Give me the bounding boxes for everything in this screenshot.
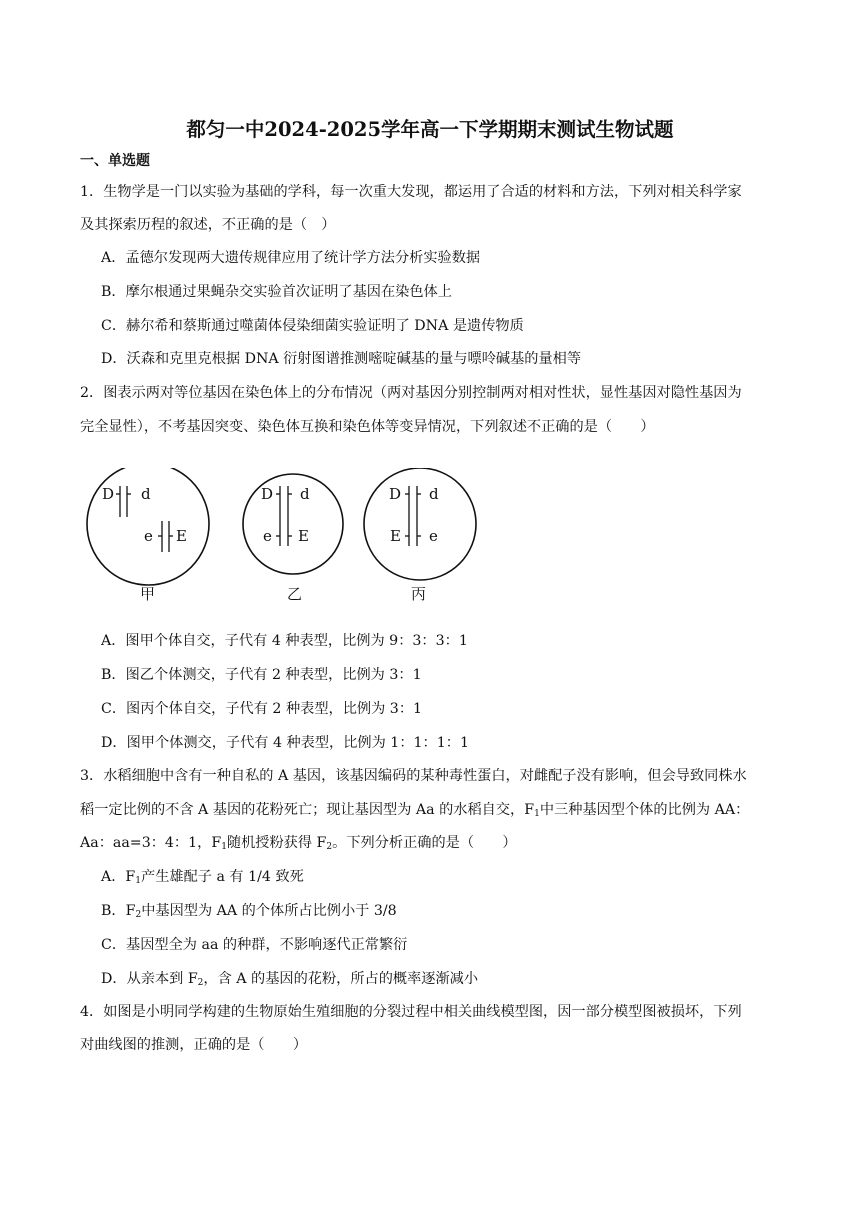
question-1-text-cont: 及其探索历程的叙述，不正确的是（ ） [80, 217, 336, 233]
question-2-text-cont: 完全显性），不考基因突变、染色体互换和染色体等变异情况，下列叙述不正确的是（ ） [80, 419, 655, 435]
cell-jia-top-right-gene: d [141, 485, 151, 503]
cell-yi-bottom-right-gene: E [298, 527, 309, 545]
q3-option-d: D．从亲本到 $F_2$，含 A 的基因的花粉，所占的概率逐渐减小 [101, 971, 479, 988]
cell-bing-bottom-left-gene: E [390, 527, 401, 545]
cell-jia [87, 468, 209, 603]
cell-jia-label: 甲 [140, 585, 156, 603]
q2-option-a: A．图甲个体自交，子代有 4 种表型，比例为 9：3：3：1 [101, 633, 468, 649]
q3-option-c: C．基因型全为 aa 的种群，不影响逐代正常繁衍 [101, 937, 408, 953]
q1-option-d: D．沃森和克里克根据 DNA 衍射图谱推测嘧啶碱基的量与嘌呤碱基的量相等 [101, 351, 582, 367]
chromosome-diagram [80, 468, 480, 608]
cell-bing-label: 丙 [411, 585, 427, 603]
cell-bing [364, 468, 476, 603]
cell-yi-bottom-left-gene: e [263, 527, 272, 545]
q1-option-b: B．摩尔根通过果蝇杂交实验首次证明了基因在染色体上 [101, 284, 452, 300]
section-heading: 一、单选题 [80, 153, 150, 169]
q2-option-d: D．图甲个体测交，子代有 4 种表型，比例为 1：1：1：1 [101, 735, 469, 751]
cell-yi-label: 乙 [287, 585, 303, 603]
cell-bing-top-left-gene: D [389, 485, 402, 503]
cell-jia-top-left-gene: D [102, 485, 115, 503]
q3-option-b: B．$F_2$中基因型为 AA 的个体所占比例小于 3/8 [101, 903, 397, 920]
q2-option-b: B．图乙个体测交，子代有 2 种表型，比例为 3：1 [101, 667, 422, 683]
question-3-text-cont-2: Aa：aa=3：4：1，$F_1$随机授粉获得 $F_2$。下列分析正确的是（ ） [80, 835, 517, 852]
q1-option-a: A．孟德尔发现两大遗传规律应用了统计学方法分析实验数据 [101, 250, 481, 266]
q1-option-c: C．赫尔希和蔡斯通过噬菌体侵染细菌实验证明了 DNA 是遗传物质 [101, 318, 524, 334]
cell-bing-top-right-gene: d [429, 485, 439, 503]
question-3-text: 3．水稻细胞中含有一种自私的 A 基因，该基因编码的某种毒性蛋白，对雌配子没有影响，但会导致同株水 [80, 768, 747, 784]
cell-jia-bottom-left-gene: e [144, 527, 153, 545]
cell-yi-top-right-gene: d [300, 485, 310, 503]
question-1-text: 1．生物学是一门以实验为基础的学科，每一次重大发现，都运用了合适的材料和方法，下列对相关科学家 [80, 184, 742, 200]
q2-option-c: C．图丙个体自交，子代有 2 种表型，比例为 3：1 [101, 701, 423, 717]
question-3-text-cont-1: 稻一定比例的不含 A 基因的花粉死亡；现让基因型为 Aa 的水稻自交，$F_1$中三种基因型个体的比例为 AA： [80, 802, 750, 819]
question-2-text: 2．图表示两对等位基因在染色体上的分布情况（两对基因分别控制两对相对性状，显性基因对隐性基因为 [80, 385, 742, 401]
page-title: 都匀一中2024-2025学年高一下学期期末测试生物试题 [186, 118, 674, 141]
q3-option-a: A．$F_1$产生雄配子 a 有 1/4 致死 [101, 869, 304, 886]
cell-yi [243, 474, 343, 603]
cell-bing-bottom-right-gene: e [429, 527, 438, 545]
cell-yi-top-left-gene: D [261, 485, 274, 503]
question-4-text: 4．如图是小明同学构建的生物原始生殖细胞的分裂过程中相关曲线模型图，因一部分模型图被损坏，下列 [80, 1004, 742, 1020]
question-4-text-cont: 对曲线图的推测，正确的是（ ） [80, 1037, 308, 1053]
cell-jia-bottom-right-gene: E [176, 527, 187, 545]
